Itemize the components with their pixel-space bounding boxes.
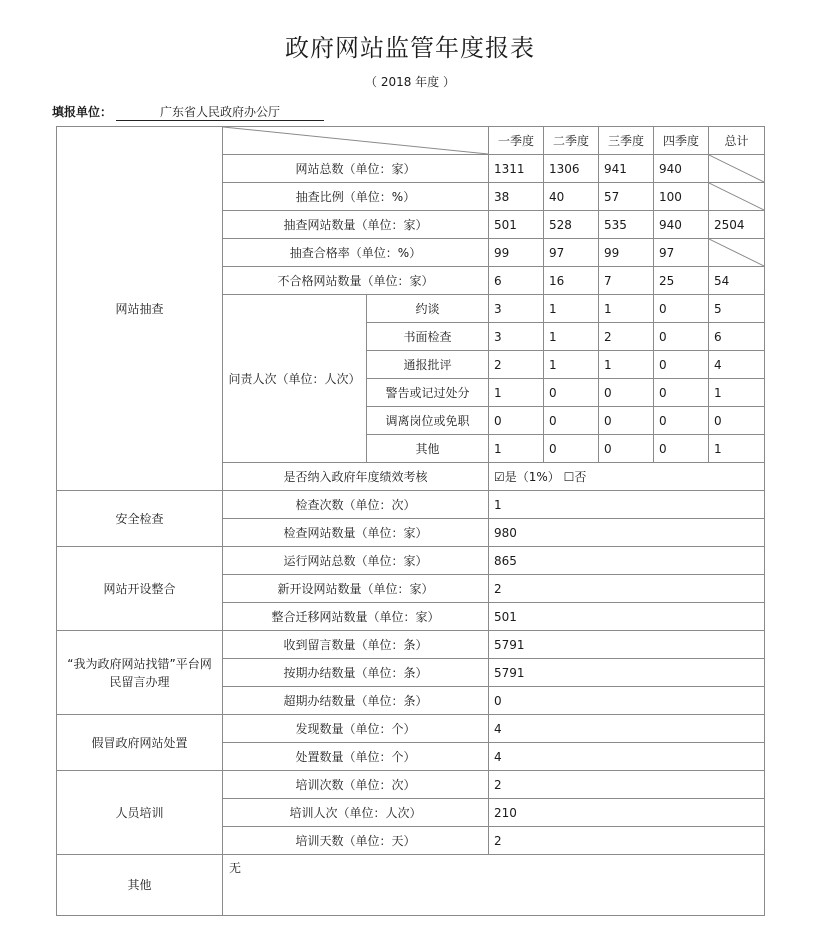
quarter-header: 三季度 [599, 127, 654, 155]
value-cell: 1 [489, 435, 544, 463]
value-cell: 0 [654, 407, 709, 435]
value-cell: 0 [544, 407, 599, 435]
assessment-label: 是否纳入政府年度绩效考核 [223, 463, 489, 491]
value-cell: 1 [599, 351, 654, 379]
table-row [57, 855, 765, 916]
value-cell: 501 [489, 211, 544, 239]
report-table [56, 126, 765, 916]
total-cell: 6 [709, 323, 765, 351]
value-cell: 5791 [489, 659, 765, 687]
quarter-header-row [57, 127, 765, 155]
quarter-header: 四季度 [654, 127, 709, 155]
row-label: 抽查合格率（单位：%） [223, 239, 489, 267]
value-cell: 5791 [489, 631, 765, 659]
value-cell: 16 [544, 267, 599, 295]
table-row [57, 631, 765, 659]
value-cell: 2 [489, 351, 544, 379]
value-cell: 0 [544, 435, 599, 463]
row-label: 通报批评 [367, 351, 489, 379]
table-row [57, 547, 765, 575]
value-cell: 940 [654, 155, 709, 183]
value-cell: 7 [599, 267, 654, 295]
row-label: 培训人次（单位：人次） [223, 799, 489, 827]
row-label: 书面检查 [367, 323, 489, 351]
value-cell: 1311 [489, 155, 544, 183]
section-security-check: 安全检查 [57, 491, 223, 547]
accountability-label: 问责人次（单位：人次） [223, 295, 367, 463]
row-label: 按期办结数量（单位：条） [223, 659, 489, 687]
row-label: 抽查网站数量（单位：家） [223, 211, 489, 239]
row-label: 整合迁移网站数量（单位：家） [223, 603, 489, 631]
row-label: 超期办结数量（单位：条） [223, 687, 489, 715]
value-cell: 0 [489, 407, 544, 435]
report-year: （ 2018 年度 ） [365, 75, 455, 89]
table-row [57, 771, 765, 799]
value-cell: 980 [489, 519, 765, 547]
value-cell: 501 [489, 603, 765, 631]
total-header: 总计 [709, 127, 765, 155]
value-cell: 2 [599, 323, 654, 351]
value-cell: 3 [489, 323, 544, 351]
row-label: 培训次数（单位：次） [223, 771, 489, 799]
quarter-header: 二季度 [544, 127, 599, 155]
value-cell: 4 [489, 743, 765, 771]
value-cell: 0 [654, 379, 709, 407]
total-cell: 0 [709, 407, 765, 435]
value-cell: 0 [654, 351, 709, 379]
total-cell: 5 [709, 295, 765, 323]
row-label: 检查次数（单位：次） [223, 491, 489, 519]
row-label: 其他 [367, 435, 489, 463]
row-label: 约谈 [367, 295, 489, 323]
value-cell: 40 [544, 183, 599, 211]
value-cell: 25 [654, 267, 709, 295]
total-cell: 4 [709, 351, 765, 379]
value-cell: 57 [599, 183, 654, 211]
value-cell: 0 [599, 407, 654, 435]
total-cell: 2504 [709, 211, 765, 239]
value-cell: 0 [489, 687, 765, 715]
total-cell: 54 [709, 267, 765, 295]
value-cell: 4 [489, 715, 765, 743]
row-label: 处置数量（单位：个） [223, 743, 489, 771]
section-website-check: 网站抽查 [57, 127, 223, 491]
value-cell: 940 [654, 211, 709, 239]
table-row [57, 491, 765, 519]
section-error-report-platform: “我为政府网站找错”平台网民留言办理 [57, 631, 223, 715]
row-label: 运行网站总数（单位：家） [223, 547, 489, 575]
value-cell: 99 [599, 239, 654, 267]
row-label: 培训天数（单位：天） [223, 827, 489, 855]
value-cell: 210 [489, 799, 765, 827]
value-cell: 1306 [544, 155, 599, 183]
section-other: 其他 [57, 855, 223, 916]
value-cell: 97 [654, 239, 709, 267]
reporting-unit-label: 填报单位： [52, 105, 113, 119]
report-title: 政府网站监管年度报表 [285, 34, 535, 62]
section-staff-training: 人员培训 [57, 771, 223, 855]
value-cell: 1 [544, 351, 599, 379]
row-label: 抽查比例（单位：%） [223, 183, 489, 211]
row-label: 新开设网站数量（单位：家） [223, 575, 489, 603]
row-label: 网站总数（单位：家） [223, 155, 489, 183]
value-cell: 6 [489, 267, 544, 295]
value-cell: 100 [654, 183, 709, 211]
empty-diagonal-cell [709, 239, 765, 267]
value-cell: 2 [489, 827, 765, 855]
value-cell: 535 [599, 211, 654, 239]
value-cell: 0 [544, 379, 599, 407]
value-cell: 941 [599, 155, 654, 183]
value-cell: 2 [489, 575, 765, 603]
value-cell: 0 [654, 435, 709, 463]
value-cell: 1 [544, 323, 599, 351]
value-cell: 1 [489, 491, 765, 519]
row-label: 调离岗位或免职 [367, 407, 489, 435]
value-cell: 97 [544, 239, 599, 267]
diagonal-line [223, 127, 488, 154]
reporting-unit-value: 广东省人民政府办公厅 [116, 103, 324, 121]
value-cell: 0 [599, 435, 654, 463]
value-cell: 865 [489, 547, 765, 575]
assessment-checkbox-value: ☑是（1%） ☐否 [489, 463, 765, 491]
value-cell: 38 [489, 183, 544, 211]
header-diagonal-cell [223, 127, 489, 155]
row-label: 警告或记过处分 [367, 379, 489, 407]
value-cell: 1 [599, 295, 654, 323]
section-fake-sites: 假冒政府网站处置 [57, 715, 223, 771]
reporting-unit [52, 103, 324, 121]
row-label: 发现数量（单位：个） [223, 715, 489, 743]
row-label: 不合格网站数量（单位：家） [223, 267, 489, 295]
value-cell: 99 [489, 239, 544, 267]
value-cell: 3 [489, 295, 544, 323]
empty-diagonal-cell [709, 155, 765, 183]
row-label: 检查网站数量（单位：家） [223, 519, 489, 547]
table-row [57, 715, 765, 743]
value-cell: 0 [654, 295, 709, 323]
other-value: 无 [223, 855, 765, 916]
row-label: 收到留言数量（单位：条） [223, 631, 489, 659]
empty-diagonal-cell [709, 183, 765, 211]
quarter-header: 一季度 [489, 127, 544, 155]
value-cell: 0 [599, 379, 654, 407]
value-cell: 528 [544, 211, 599, 239]
value-cell: 1 [489, 379, 544, 407]
value-cell: 2 [489, 771, 765, 799]
section-site-integration: 网站开设整合 [57, 547, 223, 631]
value-cell: 1 [544, 295, 599, 323]
total-cell: 1 [709, 435, 765, 463]
value-cell: 0 [654, 323, 709, 351]
total-cell: 1 [709, 379, 765, 407]
